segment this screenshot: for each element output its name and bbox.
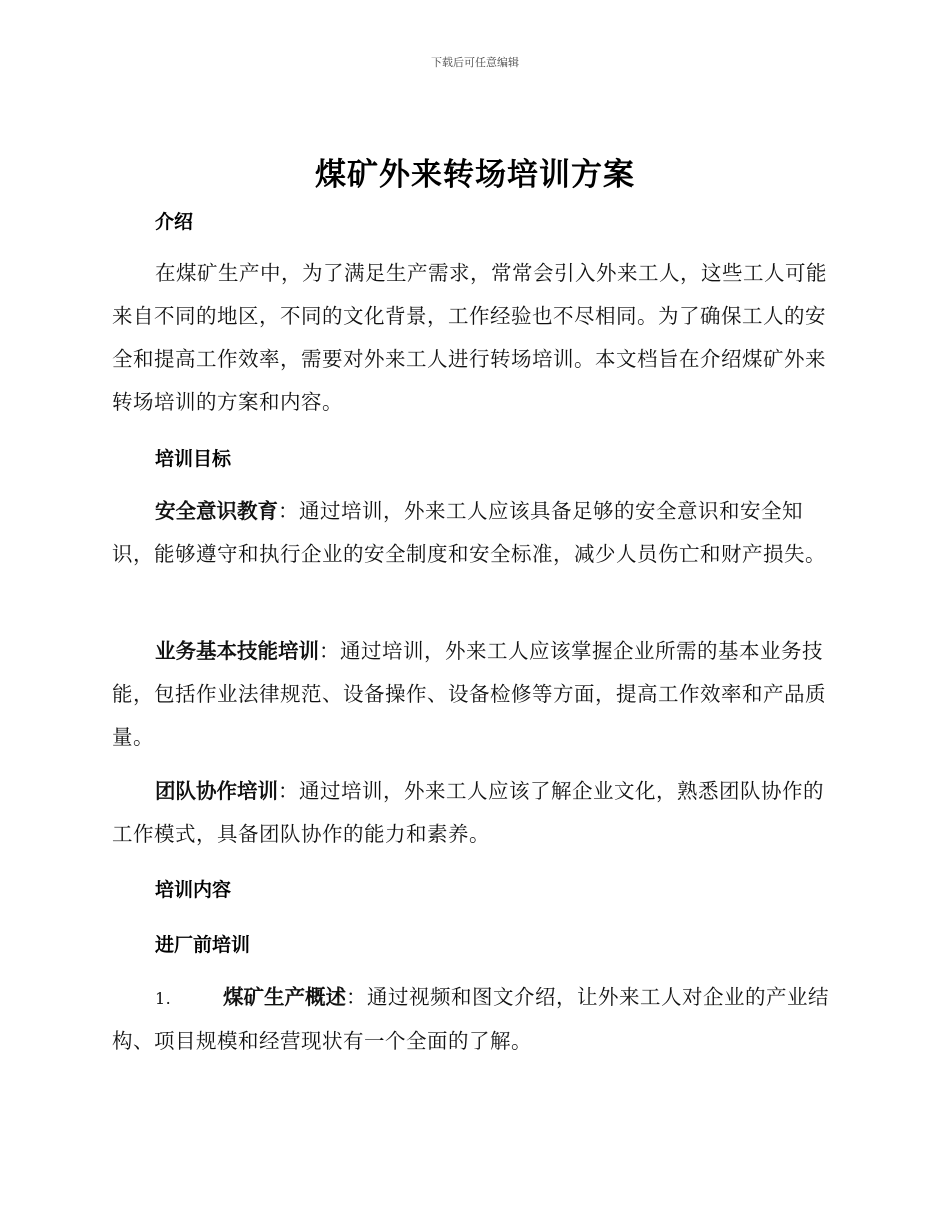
goal-label: 团队协作培训 [155, 779, 278, 803]
section-heading-goals: 培训目标 [155, 448, 232, 470]
goal-paragraph-safety [112, 490, 834, 576]
goal-text: 通过培训，外来工人应该掌握企业所需的基本业务技能，包括作业法律规范、设备操作、设备检修等方面，提高工作效率和产品质量。 [112, 639, 826, 749]
goal-paragraph-teamwork [112, 770, 834, 856]
goal-text: 通过培训，外来工人应该了解企业文化，熟悉团队协作的工作模式，具备团队协作的能力和素养。 [112, 779, 824, 846]
intro-paragraph: 在煤矿生产中，为了满足生产需求，常常会引入外来工人，这些工人可能来自不同的地区，不同的文化背景，工作经验也不尽相同。为了确保工人的安全和提高工作效率，需要对外来工人进行转场培训。本文档旨在介绍煤矿外来转场培训的方案和内容。 [112, 261, 827, 414]
goal-separator: ： [319, 639, 340, 663]
list-item-text: 通过视频和图文介绍，让外来工人对企业的产业结构、项目规模和经营现状有一个全面的了解。 [112, 985, 829, 1053]
goal-separator: ： [278, 779, 299, 803]
goal-separator: ： [278, 499, 299, 523]
goal-paragraph-skills [112, 630, 834, 759]
goal-label: 业务基本技能培训 [155, 639, 319, 663]
goal-label: 安全意识教育 [155, 499, 278, 523]
list-item: 1. 煤矿生产概述：通过视频和图文介绍，让外来工人对企业的产业结构、项目规模和经营现状有一个全面的了解。 [112, 985, 829, 1053]
page-header-note: 下载后可任意编辑 [431, 56, 519, 69]
list-item-separator: ： [346, 985, 367, 1009]
goal-text: 通过培训，外来工人应该具备足够的安全意识和安全知识，能够遵守和执行企业的安全制度和安全标准，减少人员伤亡和财产损失。 [112, 499, 826, 566]
section-heading-content: 培训内容 [155, 879, 232, 901]
section-heading-intro: 介绍 [155, 211, 194, 233]
subsection-heading-pre-entry: 进厂前培训 [155, 934, 251, 956]
document-title: 煤矿外来转场培训方案 [315, 157, 635, 193]
list-item-label: 煤矿生产概述 [223, 985, 346, 1009]
